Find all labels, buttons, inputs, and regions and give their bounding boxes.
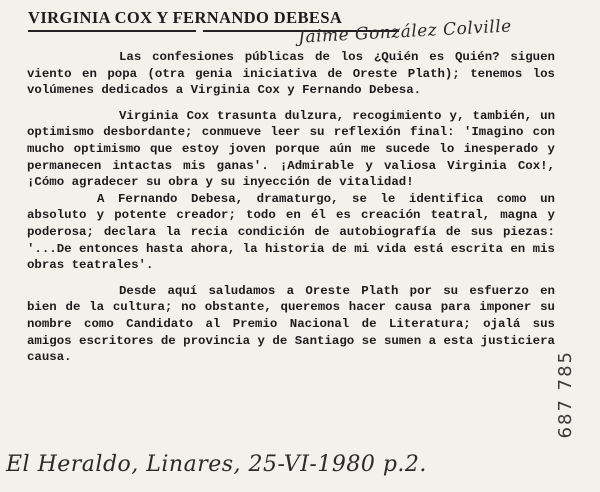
- headline-underline: [28, 30, 196, 32]
- handwritten-margin-number: 687 785: [555, 350, 576, 439]
- handwritten-source-citation: El Heraldo, Linares, 25-VI-1980 p.2.: [6, 452, 427, 477]
- article-paragraph: Las confesiones públicas de los ¿Quién es Quién? siguen viento en popa (otra genia iniciativa de Oreste Plath); tenemos los volúmenes dedicados a Virginia Cox y Fernando Debesa.: [27, 50, 555, 98]
- handwritten-author-name: Jaime González Colville: [297, 16, 513, 48]
- article-paragraph: Virginia Cox trasunta dulzura, recogimiento y, también, un optimismo desbordante; conmueve leer su reflexión final: 'Imagino con mucho optimismo que estoy joven porque aún me sucede lo inesperado y permanecen intactas mis ganas'. ¡Admirable y valiosa Virginia Cox!, ¡Cómo agradecer su obra y su inyección de vitalidad!: [27, 108, 555, 190]
- article-paragraph: Desde aquí saludamos a Oreste Plath por su esfuerzo en bien de la cultura; no obstante, queremos hacer causa para imponer su nombre como Candidato al Premio Nacional de Literatura; ojalá sus amigos escritores de provincia y de Santiago se sumen a esta justiciera causa.: [27, 283, 555, 365]
- article-body: [27, 49, 555, 366]
- headline: VIRGINIA COX Y FERNANDO DEBESA: [28, 8, 343, 27]
- article-paragraph: A Fernando Debesa, dramaturgo, se le identifica como un absoluto y potente creador; todo en él es creación teatral, magna y poderosa; declara la recia condición de autobiografía de sus piezas: '...De entonces hasta ahora, la historia de mi vida está escrita en mis obras teatrales'.: [27, 191, 555, 273]
